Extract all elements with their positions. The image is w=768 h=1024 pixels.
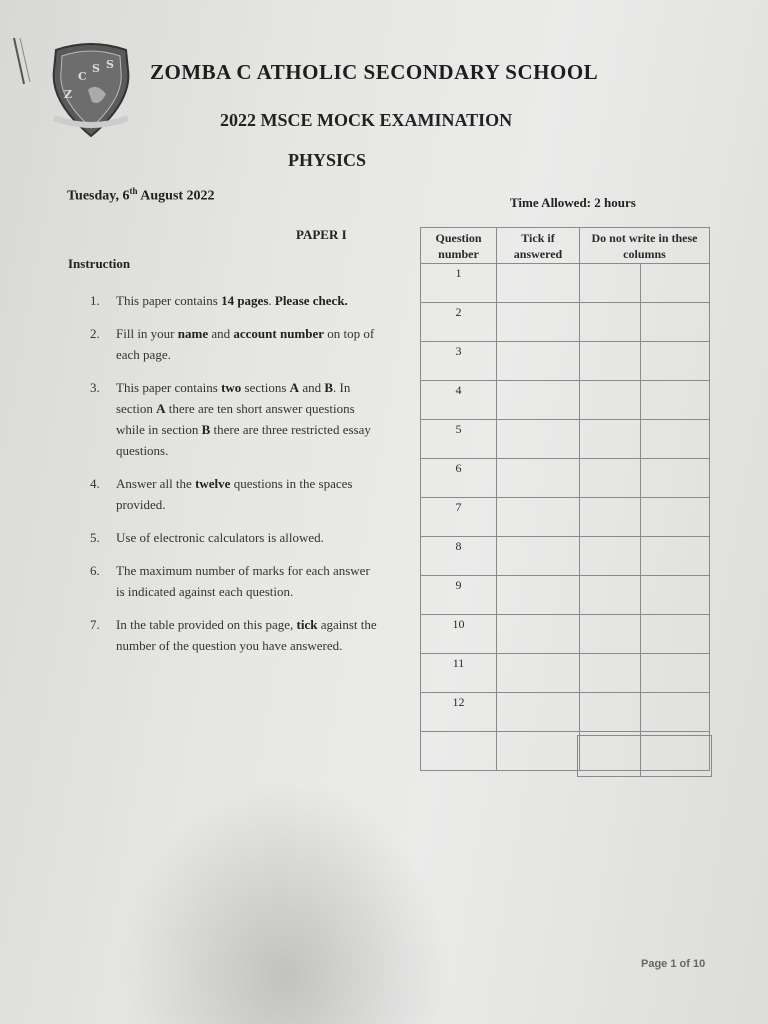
school-name: ZOMBA C ATHOLIC SECONDARY SCHOOL [150, 60, 599, 84]
tick-cell[interactable] [497, 537, 580, 576]
examiner-cell [641, 537, 710, 576]
header-question-number: Question number [421, 228, 497, 264]
tick-cell[interactable] [497, 576, 580, 615]
tick-cell[interactable] [497, 498, 580, 537]
pencil-mark-icon [10, 36, 40, 92]
svg-text:C: C [78, 70, 87, 83]
tick-cell[interactable] [497, 303, 580, 342]
tick-cell[interactable] [497, 654, 580, 693]
examiner-cell [580, 537, 641, 576]
tick-cell[interactable] [497, 342, 580, 381]
examiner-cell [641, 342, 710, 381]
tick-cell[interactable] [497, 615, 580, 654]
question-number-cell: 2 [421, 303, 497, 342]
question-number-cell: 6 [421, 459, 497, 498]
examiner-cell [580, 498, 641, 537]
examiner-cell [641, 615, 710, 654]
svg-text:S: S [92, 62, 100, 75]
question-number-cell: 1 [421, 264, 497, 303]
table-row [421, 537, 710, 576]
tick-cell[interactable] [497, 459, 580, 498]
page-number: Page 1 of 10 [641, 958, 706, 970]
table-row [421, 615, 710, 654]
tick-cell[interactable] [497, 381, 580, 420]
marker-cell [578, 736, 641, 777]
instructions-heading: Instruction [68, 256, 131, 271]
examiner-cell [580, 342, 641, 381]
table-row [421, 498, 710, 537]
page-shadow [120, 780, 450, 1024]
paper-label: PAPER I [296, 227, 347, 242]
question-number-cell: 12 [421, 693, 497, 732]
instruction-item: 3. This paper contains two sections A and B. In section A there are ten short answer questions while in section B there are three restricted essay questions. [90, 380, 371, 458]
examiner-cell [641, 498, 710, 537]
examiner-cell [641, 654, 710, 693]
examiner-cell [641, 693, 710, 732]
extra-marker-cells [577, 735, 712, 777]
question-number-cell: 8 [421, 537, 497, 576]
table-row [421, 303, 710, 342]
table-row [421, 693, 710, 732]
tick-cell[interactable] [497, 264, 580, 303]
instructions-list [90, 290, 380, 668]
table-row [421, 264, 710, 303]
table-row [421, 342, 710, 381]
question-number-cell [421, 732, 497, 771]
answer-tracking-table [420, 227, 710, 771]
marker-cell [641, 736, 712, 777]
tick-cell[interactable] [497, 693, 580, 732]
examiner-cell [641, 576, 710, 615]
examiner-cell [580, 459, 641, 498]
instruction-item: 5. Use of electronic calculators is allowed. [90, 530, 324, 545]
examiner-cell [580, 615, 641, 654]
instruction-item: 7. In the table provided on this page, tick against the number of the question you have answered. [90, 617, 377, 653]
table-row [421, 576, 710, 615]
examiner-cell [580, 420, 641, 459]
examiner-cell [580, 381, 641, 420]
instruction-item: 6. The maximum number of marks for each answer is indicated against each question. [90, 563, 370, 599]
examiner-cell [641, 264, 710, 303]
instruction-item: 2. Fill in your name and account number on top of each page. [90, 326, 375, 362]
examiner-cell [641, 420, 710, 459]
examiner-cell [641, 381, 710, 420]
exam-title: 2022 MSCE MOCK EXAMINATION [220, 110, 513, 130]
examiner-cell [580, 303, 641, 342]
table-row [421, 459, 710, 498]
time-allowed: Time Allowed: 2 hours [510, 195, 636, 210]
table-row [421, 420, 710, 459]
question-number-cell: 11 [421, 654, 497, 693]
question-number-cell: 7 [421, 498, 497, 537]
question-number-cell: 4 [421, 381, 497, 420]
examiner-cell [580, 576, 641, 615]
question-number-cell: 10 [421, 615, 497, 654]
svg-text:Z: Z [64, 88, 73, 101]
header-tick-if-answered: Tick if answered [497, 228, 580, 264]
question-number-cell: 9 [421, 576, 497, 615]
examiner-cell [580, 693, 641, 732]
examiner-cell [641, 303, 710, 342]
examiner-cell [580, 264, 641, 303]
exam-date: Tuesday, 6th August 2022 [67, 186, 215, 204]
header-do-not-write: Do not write in these columns [580, 228, 710, 264]
svg-text:S: S [106, 58, 114, 71]
subject-title: PHYSICS [288, 150, 367, 170]
tick-cell[interactable] [497, 420, 580, 459]
examiner-cell [641, 459, 710, 498]
examiner-cell [580, 654, 641, 693]
table-row [421, 381, 710, 420]
table-row [421, 654, 710, 693]
instruction-item: 4. Answer all the twelve questions in the spaces provided. [90, 476, 353, 512]
school-crest-logo [48, 40, 134, 140]
tick-cell[interactable] [497, 732, 580, 771]
instruction-item: 1. This paper contains 14 pages. Please check. [90, 293, 348, 308]
question-number-cell: 3 [421, 342, 497, 381]
question-number-cell: 5 [421, 420, 497, 459]
